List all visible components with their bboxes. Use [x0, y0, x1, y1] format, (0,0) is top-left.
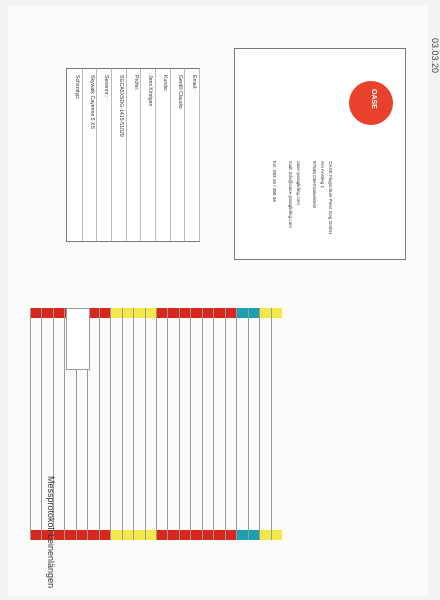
- color-band: [214, 530, 224, 540]
- table-column: [122, 308, 133, 540]
- info-row: [126, 69, 142, 241]
- info-text: Kunde:: [162, 75, 168, 92]
- table-column: [179, 308, 190, 540]
- color-band: [249, 530, 259, 540]
- color-band: [237, 308, 247, 318]
- logo-text: OASE: [370, 89, 377, 109]
- color-band: [123, 308, 133, 318]
- info-text: Skywalk Cayenne 5 XS: [88, 75, 95, 129]
- page-date: 03.03.20: [430, 38, 440, 74]
- info-text: Schirmtyp:: [74, 75, 80, 100]
- color-band: [180, 530, 190, 540]
- color-band: [65, 530, 75, 540]
- color-band: [260, 308, 270, 318]
- info-text: Gentili Claudio: [176, 75, 183, 109]
- color-band: [54, 308, 64, 318]
- table-column: [99, 308, 110, 540]
- color-band: [42, 308, 52, 318]
- table-column: [156, 308, 167, 540]
- contact-box: [234, 48, 406, 260]
- info-row: [111, 69, 127, 241]
- info-row: [82, 69, 98, 241]
- color-band: [272, 308, 282, 318]
- protocol-title: Messprotokoll Leinenlängen: [46, 476, 56, 589]
- color-band: [191, 530, 201, 540]
- color-band: [134, 530, 144, 540]
- color-band: [168, 530, 178, 540]
- info-text: Email:: [191, 75, 198, 90]
- table-column: [225, 308, 236, 540]
- color-band: [237, 530, 247, 540]
- color-band: [226, 530, 236, 540]
- color-band: [111, 530, 121, 540]
- color-band: [31, 530, 41, 540]
- color-band: [203, 530, 213, 540]
- color-band: [272, 530, 282, 540]
- color-band: [111, 308, 121, 318]
- color-band: [191, 308, 201, 318]
- info-text: SGCA5XSDG-1415-51029: [118, 75, 124, 137]
- contact-line: OASE Flugschule Peter Geg GmbH: [328, 161, 333, 235]
- color-band: [180, 308, 190, 318]
- color-band: [134, 308, 144, 318]
- info-row: [67, 69, 83, 241]
- table-column: [248, 308, 259, 540]
- color-band: [214, 308, 224, 318]
- color-band: [249, 308, 259, 318]
- table-column: [202, 308, 213, 540]
- table-column: [271, 308, 282, 540]
- color-band: [157, 530, 167, 540]
- color-band: [260, 530, 270, 540]
- color-band: [157, 308, 167, 318]
- table-column: [30, 308, 41, 540]
- table-column: [133, 308, 144, 540]
- contact-line: mail: info@oase-paragliding.com: [288, 161, 293, 228]
- color-band: [100, 308, 110, 318]
- oase-logo: [349, 81, 393, 125]
- color-band: [31, 308, 41, 318]
- info-text: Prüfer:: [132, 75, 139, 91]
- color-band: [226, 308, 236, 318]
- info-row: [184, 69, 200, 241]
- table-column: [190, 308, 201, 540]
- color-band: [146, 530, 156, 540]
- table-column: [236, 308, 247, 540]
- color-band: [100, 530, 110, 540]
- table-column: [110, 308, 121, 540]
- contact-line: fon: 083 26 / 380 36: [272, 161, 277, 202]
- info-row: [155, 69, 171, 241]
- table-column: [213, 308, 224, 540]
- color-band: [203, 308, 213, 318]
- table-column: [259, 308, 270, 540]
- scanned-page: [8, 6, 440, 596]
- contact-line: oase-paragliding.com: [296, 161, 301, 205]
- contact-line: 87538 Obermaiselstein: [312, 161, 317, 209]
- info-box: [66, 68, 200, 242]
- table-column: [145, 308, 156, 540]
- info-row: [170, 69, 186, 241]
- color-band: [77, 530, 87, 540]
- color-band: [168, 308, 178, 318]
- color-band: [123, 530, 133, 540]
- color-band: [146, 308, 156, 318]
- info-row: [96, 69, 112, 241]
- table-column: [167, 308, 178, 540]
- contact-line: Am Anstieg 1: [320, 161, 325, 189]
- table-side-block: [66, 308, 90, 370]
- info-row: [140, 69, 156, 241]
- color-band: [88, 530, 98, 540]
- info-text: Seriennr.:: [103, 75, 110, 98]
- info-text: Jens Kirstgen: [147, 75, 154, 107]
